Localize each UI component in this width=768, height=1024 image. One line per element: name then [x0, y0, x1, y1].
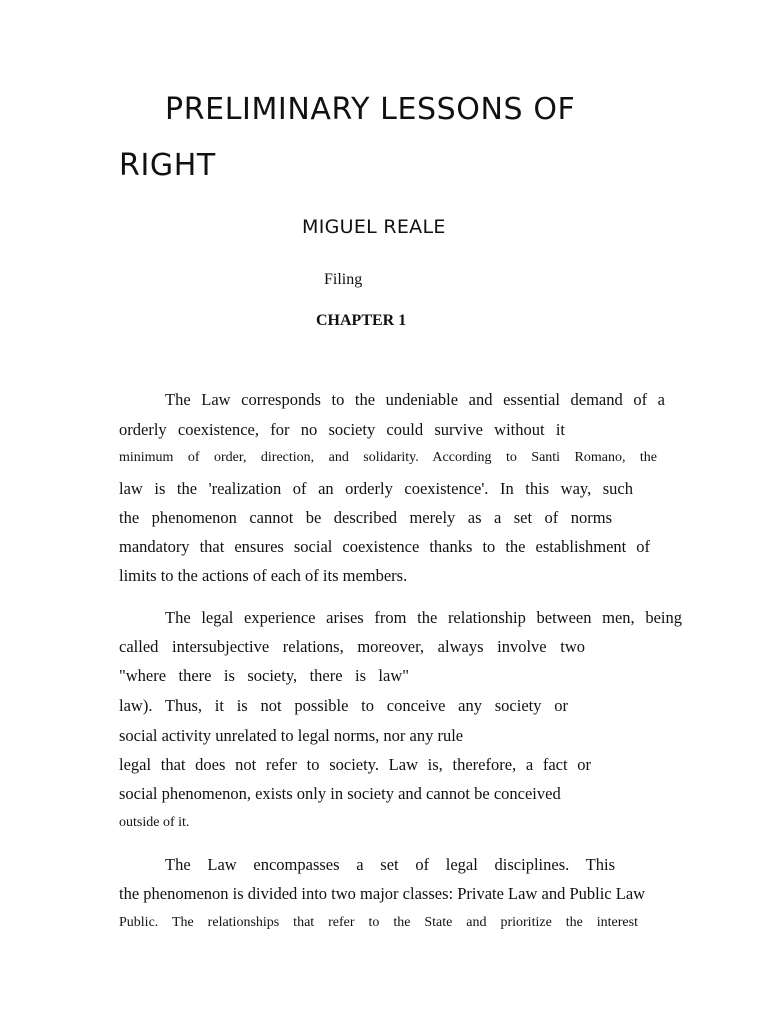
chapter-heading: CHAPTER 1: [316, 312, 407, 329]
paragraph-3-line-1: The Law encompasses a set of legal disciplines. This: [165, 857, 615, 874]
paragraph-1-line-7: limits to the actions of each of its members.: [119, 566, 408, 585]
paragraph-2-line-4: law). Thus, it is not possible to conceive any society or: [119, 698, 568, 715]
paragraph-2-line-6: legal that does not refer to society. Law is, therefore, a fact or: [119, 757, 591, 774]
document-title-line-2: RIGHT: [119, 148, 216, 183]
paragraph-2-line-3: "where there is society, there is law": [119, 668, 409, 685]
paragraph-2-line-7: social phenomenon, exists only in society and cannot be conceived: [119, 784, 561, 803]
filing-label: Filing: [324, 271, 363, 288]
paragraph-2-line-1: The legal experience arises from the relationship between men, being: [165, 610, 682, 627]
paragraph-1-line-3: minimum of order, direction, and solidarity. According to Santi Romano, the: [119, 451, 657, 465]
paragraph-1-line-6: mandatory that ensures social coexistence thanks to the establishment of: [119, 539, 650, 556]
author-name: MIGUEL REALE: [302, 216, 446, 238]
paragraph-3-line-3: Public. The relationships that refer to the State and prioritize the interest: [119, 916, 638, 930]
paragraph-1-line-5: the phenomenon cannot be described merely as a set of norms: [119, 510, 612, 527]
paragraph-1-line-4: law is the 'realization of an orderly coexistence'. In this way, such: [119, 481, 633, 498]
paragraph-1-line-2: orderly coexistence, for no society could survive without it: [119, 422, 565, 439]
paragraph-2-line-5: social activity unrelated to legal norms, nor any rule: [119, 726, 464, 745]
paragraph-2-line-2: called intersubjective relations, moreover, always involve two: [119, 639, 585, 656]
paragraph-1-line-1: The Law corresponds to the undeniable and essential demand of a: [165, 392, 665, 409]
paragraph-2-line-8: outside of it.: [119, 815, 190, 830]
document-title-line-1: PRELIMINARY LESSONS OF: [165, 92, 576, 127]
paragraph-3-line-2: the phenomenon is divided into two major classes: Private Law and Public Law: [119, 884, 646, 903]
